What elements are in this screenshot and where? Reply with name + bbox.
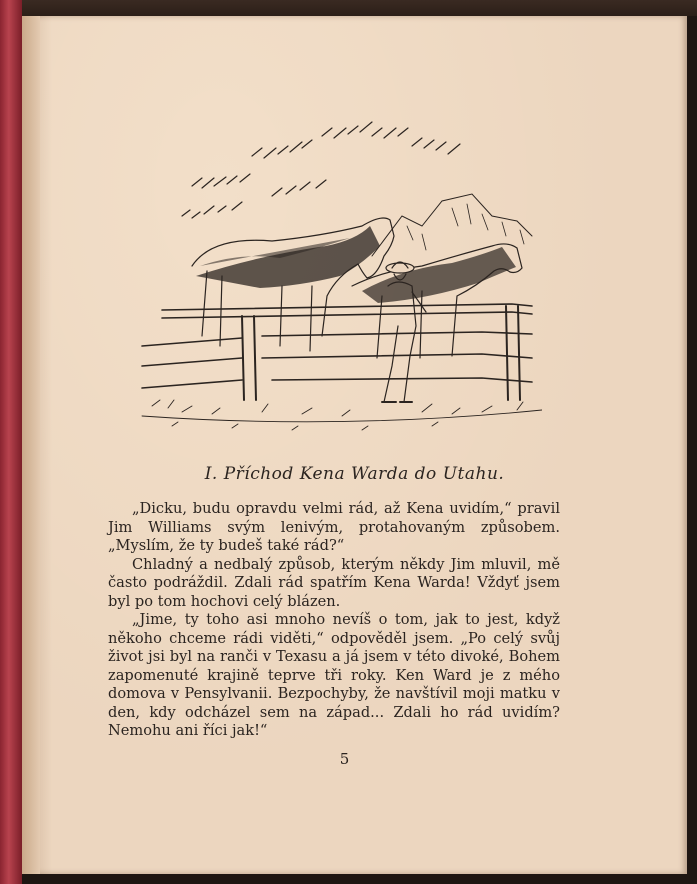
cover-top-edge bbox=[0, 0, 697, 16]
page-number: 5 bbox=[339, 750, 350, 768]
paragraph-3: „Jime, ty toho asi mnoho nevíš o tom, jak to jest, když někoho chceme rádi viděti,“ odpověděl jsem. „Po celý svůj život jsi byl na ranči v Texasu a já jsem v této divoké, Bohem zapomenuté krajině teprve tři roky. Ken Ward je z mého domova v Pensylvanii. Bezpochyby, že navštívil moji matku v den, kdy odcházel sem na západ... Zdali ho rád uvidím? Nemohu ani říci jak!“ bbox=[108, 611, 560, 739]
paragraph-1: „Dicku, budu opravdu velmi rád, až Kena uvidím,“ pravil Jim Williams svým lenivým, protahovaným způsobem. „Myslím, že ty budeš také rád?“ bbox=[108, 500, 560, 554]
horse-right bbox=[352, 244, 522, 358]
cover-spine-edge bbox=[0, 0, 22, 884]
body-text bbox=[108, 500, 560, 741]
paragraph-2: Chladný a nedbalý způsob, kterým někdy Jim mluvil, mě často podráždil. Zdali rád spatřím Kena Warda! Vždyť jsem byl po tom hochovi celý blázen. bbox=[108, 555, 560, 610]
horses-illustration bbox=[122, 96, 542, 436]
ground-hatching bbox=[142, 400, 542, 430]
page-gutter bbox=[22, 16, 40, 874]
chapter-title: I. Příchod Kena Warda do Utahu. bbox=[204, 464, 505, 484]
corral-fence bbox=[142, 304, 532, 400]
horse-left bbox=[192, 218, 394, 351]
mountain-ridge bbox=[372, 194, 532, 256]
cloud-hatching bbox=[182, 122, 460, 218]
book-page bbox=[22, 16, 687, 874]
